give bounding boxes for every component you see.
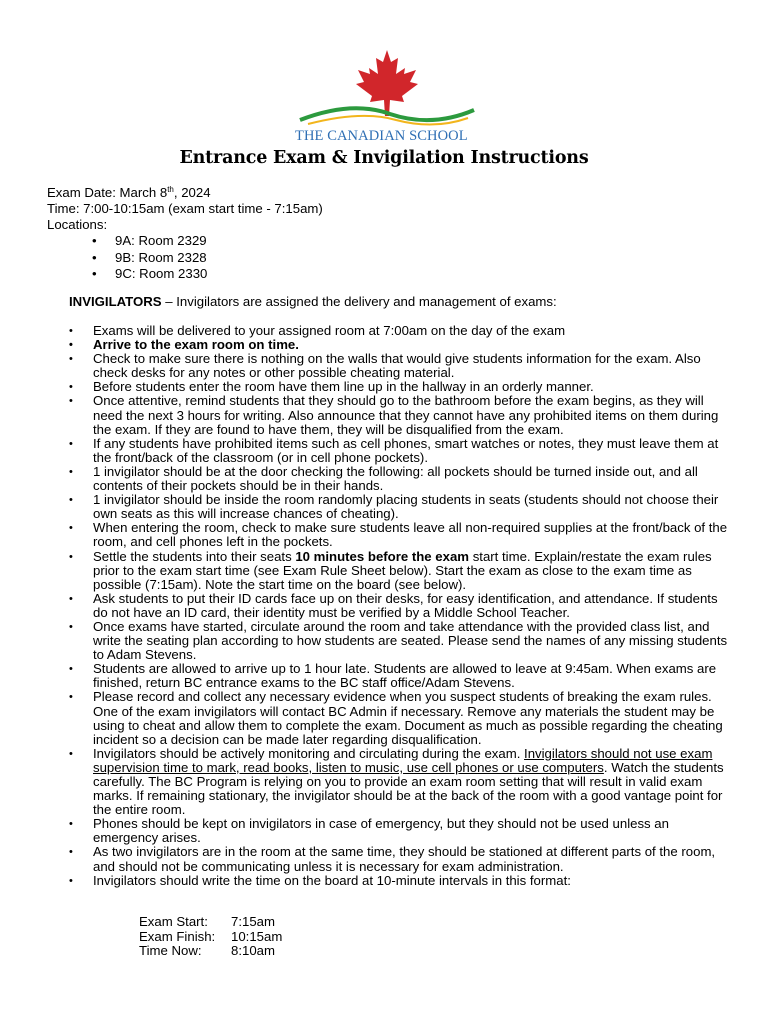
instruction-underlined: Invigilators should not use exam supervision time to mark, read books, listen to music, use cell phones or use computers: [93, 745, 713, 775]
school-name: THE CANADIAN SCHOOL: [295, 128, 468, 144]
board-row-start: [139, 915, 282, 930]
instruction-item: • As two invigilators are in the room at the same time, they should be stationed at different parts of the room, and should not be communicating unless it is necessary for exam administration.: [69, 845, 729, 873]
exam-date-text: Exam Date: March 8: [47, 185, 168, 200]
maple-leaf-icon: [292, 48, 482, 128]
invigilators-intro: [69, 294, 557, 309]
location-item: • 9C: Room 2330: [47, 266, 323, 283]
exam-date-sup: th: [167, 185, 174, 194]
instruction-item: • Phones should be kept on invigilators in case of emergency, but they should not be used unless an emergency arises.: [69, 817, 729, 845]
instruction-list: [69, 324, 729, 888]
location-item: • 9A: Room 2329: [47, 233, 323, 250]
exam-time: Time: 7:00-10:15am (exam start time - 7:15am): [47, 201, 323, 216]
instruction-item: • Before students enter the room have them line up in the hallway in an orderly manner.: [69, 380, 729, 394]
board-value: 7:15am: [231, 914, 275, 929]
instruction-item: [69, 550, 729, 592]
instruction-item: • 1 invigilator should be at the door checking the following: all pockets should be turned inside out, and all contents of their pockets should be in their hands.: [69, 465, 729, 493]
instruction-text: Settle the students into their seats: [93, 548, 296, 564]
instruction-item: [69, 747, 729, 817]
instruction-item: • 1 invigilator should be inside the room randomly placing students in seats (students should not choose their own seats as this will increase chances of cheating).: [69, 493, 729, 521]
instruction-item: • Once exams have started, circulate around the room and take attendance with the provided class list, and write the seating plan according to how students are seated. Please send the names of any missing students to Adam Stevens.: [69, 620, 729, 662]
board-label: Exam Finish:: [139, 928, 216, 944]
location-item: • 9B: Room 2328: [47, 250, 323, 267]
instruction-item: • Once attentive, remind students that they should go to the bathroom before the exam begins, as they will need the next 3 hours for writing. Also announce that they cannot have any prohibited items on them during the exam. If they are found to have them, they will be disqualified from the exam.: [69, 394, 729, 436]
exam-date: [47, 185, 323, 201]
instruction-text: start time. Explain/restate the exam rules prior to the exam start time (see Exam Rule Sheet below). Start the exam as close to the exam time as possible (7:15am). Note the start time on the board (see below).: [93, 548, 712, 592]
board-label: Exam Start:: [139, 914, 208, 929]
board-value: 10:15am: [231, 928, 283, 944]
board-row-now: [139, 944, 282, 959]
instruction-item: • When entering the room, check to make sure students leave all non-required supplies at the front/back of the room, and cell phones left in the pockets.: [69, 521, 729, 549]
board-row-finish: [139, 930, 282, 945]
instruction-item: • Students are allowed to arrive up to 1 hour late. Students are allowed to leave at 9:45am. When exams are finished, return BC entrance exams to the BC staff office/Adam Stevens.: [69, 662, 729, 690]
instruction-item: • Please record and collect any necessary evidence when you suspect students of breaking the exam rules. One of the exam invigilators will contact BC Admin if necessary. Remove any materials the student may be using to cheat and allow them to complete the exam. Document as much as possible regarding the cheating incident so a decision can be made later regarding disqualification.: [69, 690, 729, 746]
instruction-item: • Arrive to the exam room on time.: [69, 338, 729, 352]
document-title: Entrance Exam & Invigilation Instructions: [179, 148, 589, 168]
instruction-emphasis: 10 minutes before the exam: [295, 548, 470, 564]
locations-label: Locations:: [47, 217, 108, 232]
instruction-item: • Ask students to put their ID cards face up on their desks, for easy identification, and attendance. If students do not have an ID card, their identity must be verified by a Middle School Teacher.: [69, 592, 729, 620]
board-label: Time Now:: [139, 943, 202, 958]
instruction-text: . Watch the students carefully. The BC Program is relying on you to provide an exam room setting that will result in valid exam marks. If remaining stationary, the invigilator should be at the back of the room with a good vantage point for the entire room.: [93, 759, 724, 818]
board-value: 8:10am: [231, 943, 275, 958]
exam-date-year: , 2024: [173, 185, 211, 200]
instruction-item: • Exams will be delivered to your assigned room at 7:00am on the day of the exam: [69, 324, 729, 338]
instruction-text: Invigilators should be actively monitoring and circulating during the exam.: [93, 745, 525, 761]
board-time-format: [139, 915, 282, 959]
instruction-item: • Check to make sure there is nothing on the walls that would give students information for the exam. Also check desks for any notes or other possible cheating material.: [69, 352, 729, 380]
instruction-item: • Invigilators should write the time on the board at 10-minute intervals in this format:: [69, 874, 729, 888]
instruction-item: • If any students have prohibited items such as cell phones, smart watches or notes, they must leave them at the front/back of the classroom (or in cell phone pockets).: [69, 437, 729, 465]
invigilators-heading: INVIGILATORS: [69, 294, 162, 309]
invigilators-intro-text: – Invigilators are assigned the delivery and management of exams:: [161, 294, 557, 309]
locations-list: [47, 233, 323, 283]
exam-details: [47, 185, 323, 283]
